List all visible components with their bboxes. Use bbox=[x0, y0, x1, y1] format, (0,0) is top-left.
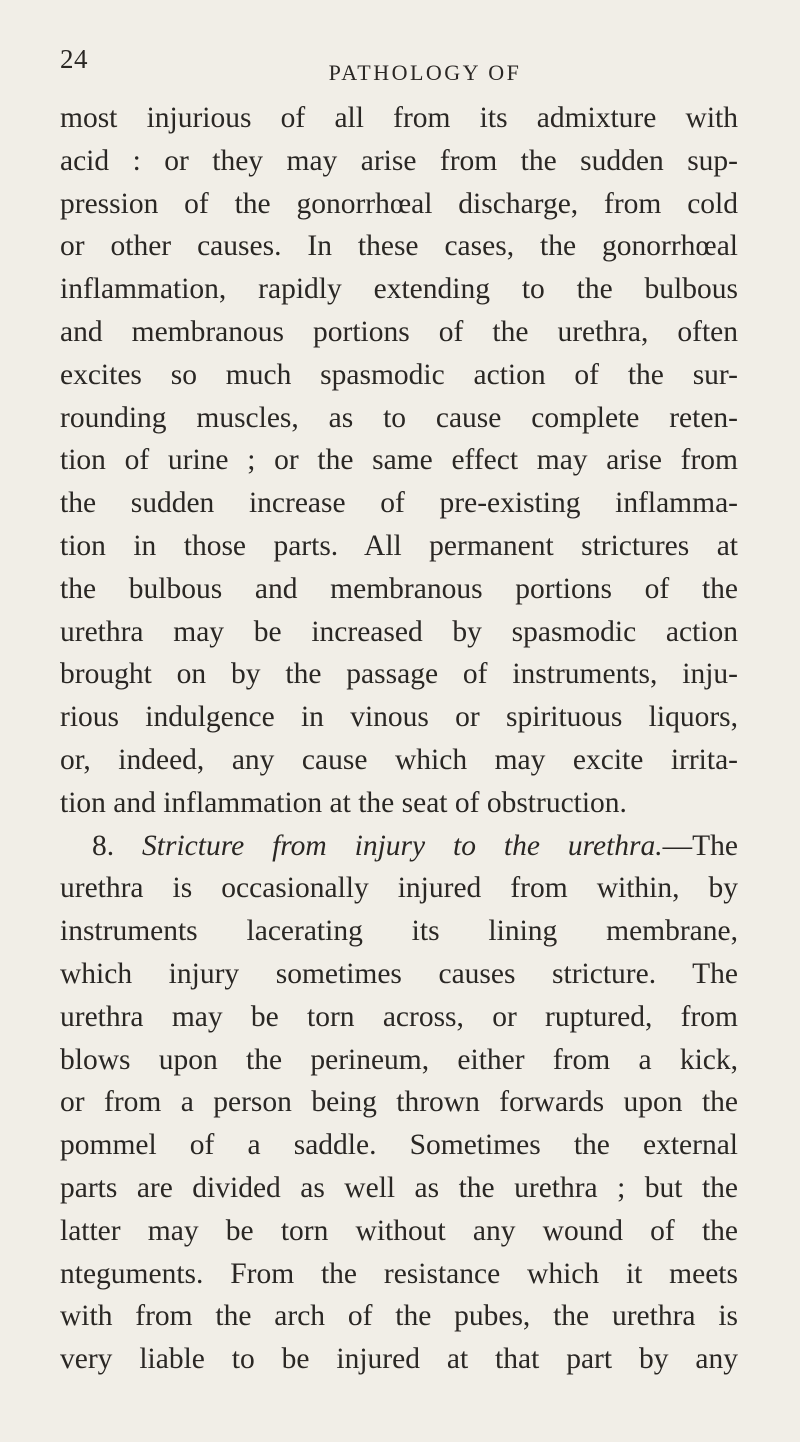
text-line: tion and inflammation at the seat of obstruction. bbox=[60, 786, 627, 819]
section-number: 8. bbox=[92, 829, 115, 862]
text-line: urethra is occasionally injured from within, by bbox=[60, 872, 738, 905]
section-first-line-rest: The bbox=[692, 829, 739, 862]
text-line: tion of urine ; or the same effect may arise from bbox=[60, 444, 738, 477]
section-heading-line bbox=[60, 825, 738, 868]
running-head: PATHOLOGY OF bbox=[328, 60, 522, 85]
text-line: which injury sometimes causes stricture. The bbox=[60, 957, 738, 990]
text-line: and membranous portions of the urethra, often bbox=[60, 315, 738, 348]
text-line: most injurious of all from its admixture with bbox=[60, 102, 738, 134]
text-line: urethra may be increased by spasmodic action bbox=[60, 615, 738, 648]
text-line: or other causes. In these cases, the gonorrhœal bbox=[60, 230, 738, 263]
text-line: latter may be torn without any wound of the bbox=[60, 1214, 738, 1247]
text-line: acid : or they may arise from the sudden sup- bbox=[60, 144, 738, 177]
text-line: rious indulgence in vinous or spirituous liquors, bbox=[60, 701, 738, 734]
text-line: instruments lacerating its lining membrane, bbox=[60, 915, 738, 948]
text-line: with from the arch of the pubes, the urethra is bbox=[60, 1300, 738, 1333]
text-line: parts are divided as well as the urethra ; but the bbox=[60, 1171, 738, 1204]
text-line: the bulbous and membranous portions of the bbox=[60, 572, 738, 605]
text-line: or from a person being thrown forwards upon the bbox=[60, 1086, 738, 1119]
text-line: tion in those parts. All permanent strictures at bbox=[60, 529, 738, 562]
text-line: blows upon the perineum, either from a kick, bbox=[60, 1043, 738, 1076]
text-line: pression of the gonorrhœal discharge, from cold bbox=[60, 187, 738, 220]
em-dash: — bbox=[662, 829, 693, 862]
body-text bbox=[60, 97, 738, 1381]
section-heading: Stricture from injury to the urethra. bbox=[142, 829, 663, 862]
text-line: the sudden increase of pre-existing inflamma- bbox=[60, 487, 738, 520]
text-line: rounding muscles, as to cause complete reten- bbox=[60, 401, 738, 434]
page-number: 24 bbox=[60, 44, 88, 74]
text-line: or, indeed, any cause which may excite irrita- bbox=[60, 743, 738, 776]
text-line: nteguments. From the resistance which it meets bbox=[60, 1257, 738, 1290]
text-line: excites so much spasmodic action of the sur- bbox=[60, 358, 738, 391]
text-line: pommel of a saddle. Sometimes the external bbox=[60, 1129, 738, 1162]
text-line: inflammation, rapidly extending to the bulbous bbox=[60, 273, 738, 306]
text-line: very liable to be injured at that part by any bbox=[60, 1343, 738, 1376]
text-line: urethra may be torn across, or ruptured, from bbox=[60, 1000, 738, 1033]
text-line: brought on by the passage of instruments, inju- bbox=[60, 658, 738, 691]
